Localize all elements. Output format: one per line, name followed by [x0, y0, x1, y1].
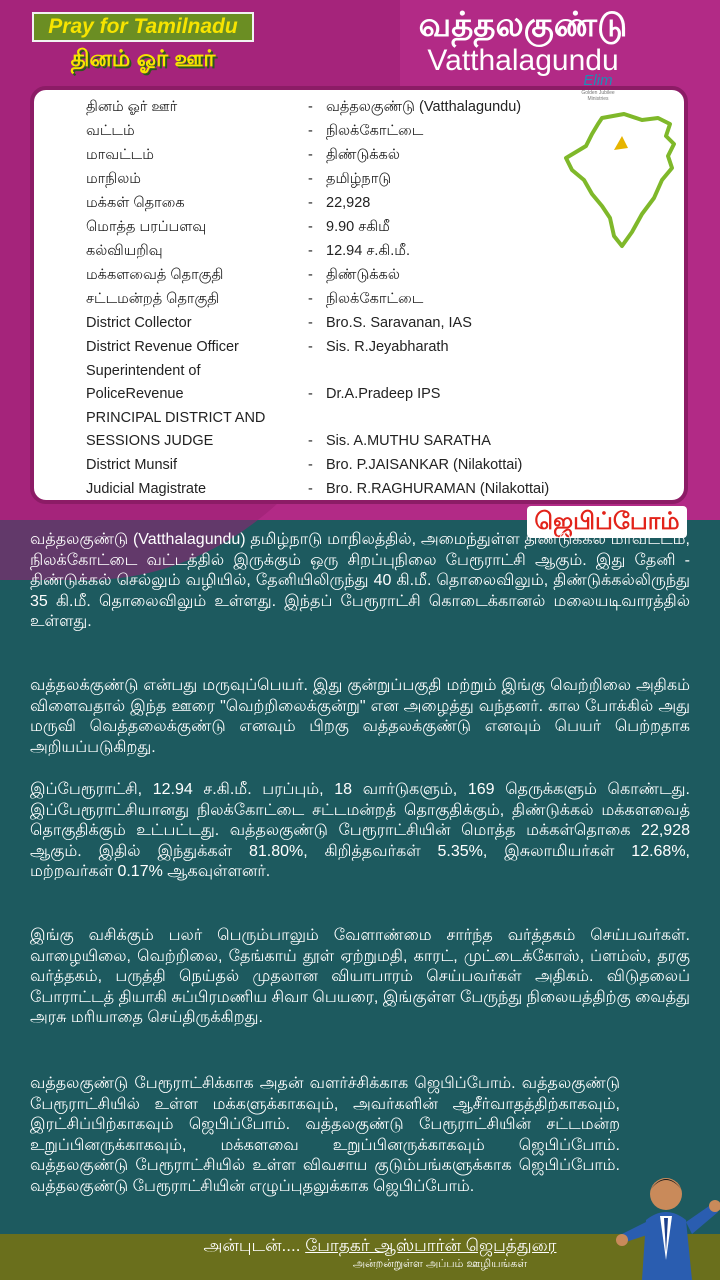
info-dash: -	[308, 123, 313, 139]
info-label: தினம் ஓர் ஊர்	[86, 99, 178, 115]
footer-signature	[160, 1236, 600, 1258]
info-dash: -	[308, 195, 313, 211]
info-value: Sis. R.Jeyabharath	[326, 339, 449, 355]
info-dash: -	[308, 339, 313, 355]
info-label: District Munsif	[86, 457, 178, 473]
elim-logo: Elim	[583, 72, 613, 89]
paragraph-name-origin: வத்தலக்குண்டு என்பது மருவுப்பெயர். இது குன்றுப்பகுதி மற்றும் இங்கு வெற்றிலை அதிகம் விளைவதால் இந்த ஊரை "வெற்றிலைக்குன்று" என அழைத்து வந்தனர். கால போக்கில் அது மருவி வெத்தலைக்குண்டு எனவும் பிறகு வத்தலக்குண்டு எனவும் பெயர் பெற்றதாக அறியப்படுகிறது.	[30, 677, 690, 756]
info-dash: -	[308, 147, 313, 163]
info-dash: -	[308, 315, 313, 331]
info-label: மக்கள் தொகை	[86, 195, 185, 211]
info-label: PoliceRevenue	[86, 386, 184, 402]
info-value: 9.90 சகிமீ	[326, 219, 390, 235]
info-value: Bro.S. Saravanan, IAS	[326, 315, 472, 331]
info-label: சட்டமன்றத் தொகுதி	[86, 291, 220, 307]
info-dash: -	[308, 386, 313, 402]
info-label: District Revenue Officer	[86, 339, 239, 355]
info-label: வட்டம்	[86, 123, 135, 139]
info-dash: -	[308, 457, 313, 473]
paragraph-economy: இங்கு வசிக்கும் பலர் பெரும்பாலும் வேளாண்மை சார்ந்த வர்த்தகம் செய்பவர்கள். வாழையிலை, வெற்றிலை, தேங்காய் தூள் ஏற்றுமதி, காரட், முட்டைக்கோஸ், ப்ளம்ஸ், தரகு வர்த்தகம், பருத்தி நெய்தல் முதலான வியாபாரம் செய்பவர்கள் அதிகம். விடுதலைப் போராட்டத் தியாகி சுப்பிரமணிய சிவா பெயரை, இங்குள்ள பேருந்து நிலையத்திற்கு வைத்து அரசு மரியாதை செய்திருக்கிறது.	[30, 927, 690, 1026]
footer-prefix: அன்புடன்....	[203, 1236, 301, 1255]
pastor-figure-icon	[612, 1160, 720, 1280]
paragraph-statistics: இப்பேரூராட்சி, 12.94 ச.கி.மீ. பரப்பும், 18 வார்டுகளும், 169 தெருக்களும் கொண்டது. இப்பேரூராட்சியானது நிலக்கோட்டை சட்டமன்றத் தொகுதிக்கும், திண்டுக்கல் மக்களவைத் தொகுதிக்கும் உட்பட்டது. வத்தலகுண்டு பேரூராட்சியின் மொத்த மக்கள்தொகை 22,928 ஆகும். இதில் இந்துக்கள் 81.80%, கிறித்தவர்கள் 5.35%, இசுலாமியர்கள் 12.68%, மற்றவர்கள் 0.17% ஆகவுள்ளனர்.	[30, 781, 691, 880]
pray-banner: Pray for Tamilnadu	[32, 12, 254, 42]
info-dash: -	[308, 99, 313, 115]
info-label: SESSIONS JUDGE	[86, 433, 214, 449]
info-label: மொத்த பரப்பளவு	[86, 219, 207, 235]
info-value: தமிழ்நாடு	[326, 171, 392, 187]
info-value: நிலக்கோட்டை	[326, 291, 424, 307]
info-dash: -	[308, 433, 313, 449]
info-value: 12.94 ச.கி.மீ.	[326, 243, 411, 259]
info-card	[30, 86, 688, 504]
info-value: Bro. P.JAISANKAR (Nilakottai)	[326, 457, 523, 473]
info-dash: -	[308, 171, 313, 187]
info-label: மக்களவைத் தொகுதி	[86, 267, 224, 283]
info-value: Bro. R.RAGHURAMAN (Nilakottai)	[326, 481, 550, 497]
info-label: மாவட்டம்	[86, 147, 154, 163]
info-dash: -	[308, 219, 313, 235]
info-value: வத்தலகுண்டு (Vatthalagundu)	[326, 99, 522, 115]
page-title-english: Vatthalagundu	[427, 44, 619, 77]
info-label: மாநிலம்	[86, 171, 141, 187]
info-value: நிலக்கோட்டை	[326, 123, 424, 139]
elim-logo-tagline: Golden Jubilee Ministries	[581, 90, 615, 102]
info-value: Sis. A.MUTHU SARATHA	[326, 433, 491, 449]
info-value: 22,928	[326, 195, 371, 211]
info-dash: -	[308, 267, 313, 283]
paragraph-intro: வத்தலகுண்டு (Vatthalagundu) தமிழ்நாடு மாநிலத்தில், அமைந்துள்ள திண்டுக்கல் மாவட்டம், நிலக்கோட்டை வட்டத்தில் இருக்கும் ஒரு சிறப்புநிலை பேரூராட்சி ஆகும். இது தேனி - திண்டுக்கல் செல்லும் வழியில், தேனியிலிருந்து 40 கி.மீ. தொலைவிலும், திண்டுக்கல்லிருந்து 35 கி.மீ. தொலைவிலும் உள்ளது. இந்தப் பேரூராட்சி கொடைக்கானல் மலையடிவாரத்தில் உள்ளது.	[30, 531, 691, 630]
page-title-tamil: வத்தலகுண்டு	[418, 6, 628, 44]
pray-stamp: ஜெபிப்போம்	[527, 506, 687, 538]
footer-subtitle: அன்றன்றுள்ள அப்பம் ஊழியங்கள்	[352, 1258, 528, 1270]
info-value: திண்டுக்கல்	[326, 267, 400, 283]
info-label: District Collector	[86, 315, 192, 331]
info-dash: -	[308, 481, 313, 497]
footer-name: போதகர் ஆஸ்பார்ன் ஜெபத்துரை	[305, 1236, 557, 1255]
info-label-line1: PRINCIPAL DISTRICT AND	[86, 410, 266, 426]
info-value: திண்டுக்கல்	[326, 147, 400, 163]
info-dash: -	[308, 243, 313, 259]
info-value: Dr.A.Pradeep IPS	[326, 386, 441, 402]
info-label: கல்வியறிவு	[86, 243, 163, 259]
paragraph-prayer: வத்தலகுண்டு பேரூராட்சிக்காக அதன் வளர்ச்சிக்காக ஜெபிப்போம். வத்தலகுண்டு பேரூராட்சியில் உள்ள மக்களுக்காகவும், அவர்களின் ஆசீர்வாதத்திற்காகவும், இரட்சிப்பிற்காகவும் ஜெபிப்போம். வத்தலகுண்டு பேரூராட்சியின் சட்டமன்ற உறுப்பினருக்காகவும், மக்களவை உறுப்பினருக்காகவும் ஜெபிப்போம். வத்தலகுண்டு பேரூராட்சியில் உள்ள விவசாய குடும்பங்களுக்காக ஜெபிப்போம். வத்தலகுண்டு பேரூராட்சியின் எழுப்புதலுக்காக ஜெபிப்போம்.	[30, 1075, 620, 1195]
info-label-line1: Superintendent of	[86, 363, 201, 379]
info-label: Judicial Magistrate	[86, 481, 207, 497]
daily-town-banner: தினம் ஓர் ஊர்	[70, 45, 216, 71]
info-dash: -	[308, 291, 313, 307]
